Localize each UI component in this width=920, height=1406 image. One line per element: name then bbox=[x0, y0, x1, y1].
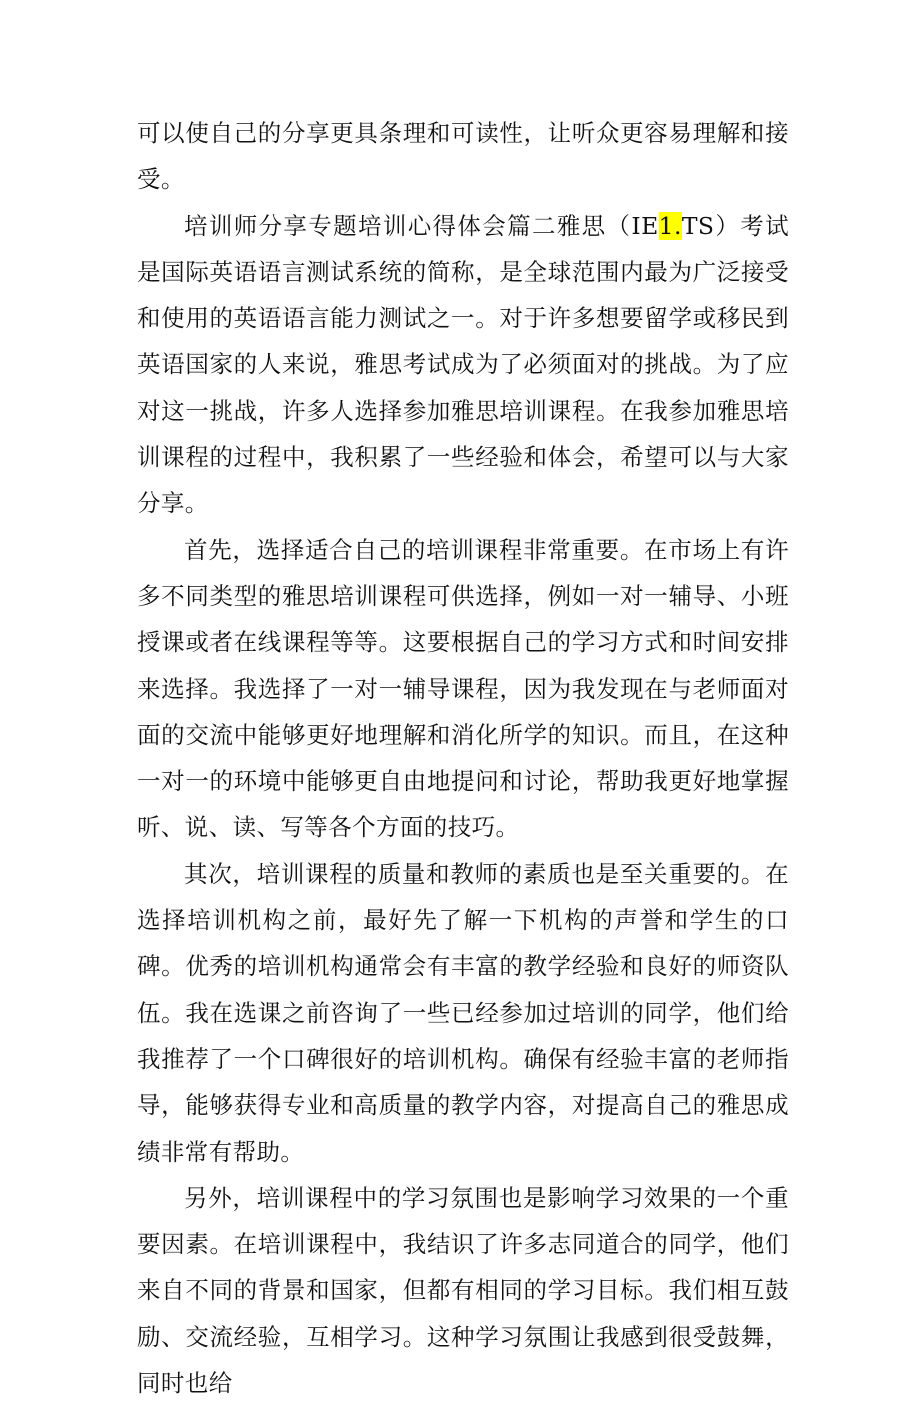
paragraph-ielts-intro-rest: TS）考试是国际英语语言测试系统的简称，是全球范围内最为广泛接受和使用的英语语言能力测试之一。对于许多想要留学或移民到英语国家的人来说，雅思考试成为了必须面对的挑战。为了应对这一挑战，许多人选择参加雅思培训课程。在我参加雅思培训课程的过程中，我积累了一些经验和体会，希望可以与大家分享。 bbox=[137, 211, 789, 518]
paragraph-continuation: 可以使自己的分享更具条理和可读性，让听众更容易理解和接受。 bbox=[137, 119, 789, 194]
paragraph-ielts-intro bbox=[137, 203, 789, 527]
document-body bbox=[137, 110, 789, 1406]
highlighted-text: 1. bbox=[658, 211, 682, 240]
paragraph-course-quality: 其次，培训课程的质量和教师的素质也是至关重要的。在选择培训机构之前，最好先了解一下机构的声誉和学生的口碑。优秀的培训机构通常会有丰富的教学经验和良好的师资队伍。我在选课之前咨询了一些已经参加过培训的同学，他们给我推荐了一个口碑很好的培训机构。确保有经验丰富的老师指导，能够获得专业和高质量的教学内容，对提高自己的雅思成绩非常有帮助。 bbox=[137, 859, 789, 1166]
paragraph-ielts-intro-start: 培训师分享专题培训心得体会篇二雅思（IE bbox=[184, 211, 659, 240]
paragraph-learning-atmosphere: 另外，培训课程中的学习氛围也是影响学习效果的一个重要因素。在培训课程中，我结识了许多志同道合的同学，他们来自不同的背景和国家，但都有相同的学习目标。我们相互鼓励、交流经验，互相学习。这种学习氛围让我感到很受鼓舞，同时也给 bbox=[137, 1183, 789, 1398]
paragraph-choose-course: 首先，选择适合自己的培训课程非常重要。在市场上有许多不同类型的雅思培训课程可供选择，例如一对一辅导、小班授课或者在线课程等等。这要根据自己的学习方式和时间安排来选择。我选择了一对一辅导课程，因为我发现在与老师面对面的交流中能够更好地理解和消化所学的知识。而且，在这种一对一的环境中能够更自由地提问和讨论，帮助我更好地掌握听、说、读、写等各个方面的技巧。 bbox=[137, 535, 789, 842]
